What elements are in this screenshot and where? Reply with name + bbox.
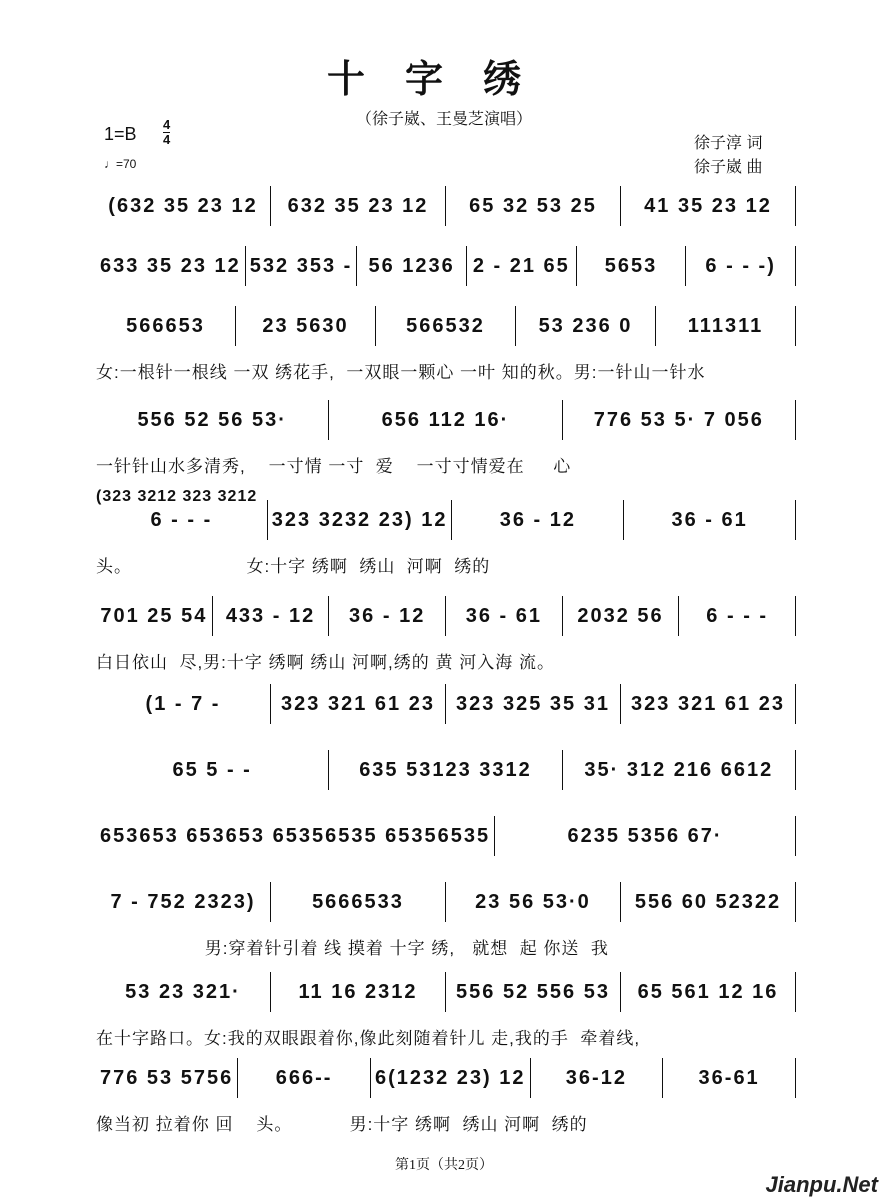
measure: 65 561 12 16: [621, 972, 796, 1012]
lyric-line: 像当初 拉着你 回 头。 男:十字 绣啊 绣山 河啊 绣的: [96, 1115, 588, 1134]
measure: 56 1236: [357, 246, 467, 286]
measure: 556 52 556 53: [446, 972, 621, 1012]
lyric-line: 一针针山水多清秀, 一寸情 一寸 爱 一寸寸情爱在 心: [96, 457, 572, 476]
lyric-line: 女:一根针一根线 一双 绣花手, 一双眼一颗心 一叶 知的秋。男:一针山一针水: [96, 363, 706, 382]
song-title: 十字绣: [326, 59, 561, 101]
measure: 5653: [577, 246, 687, 286]
measure: (1 - 7 -: [96, 684, 271, 724]
measure: 323 325 35 31: [446, 684, 621, 724]
notation-line: [96, 256, 796, 286]
measure: 6 - - -: [96, 500, 268, 540]
measure: 6235 5356 67·: [495, 816, 796, 856]
notation-line: [96, 982, 796, 1012]
notation-line: [96, 1068, 796, 1098]
measure: 633 35 23 12: [96, 246, 246, 286]
measure: 36 - 61: [624, 500, 796, 540]
measure: 6 - - -: [679, 596, 796, 636]
notation-line: [96, 606, 796, 636]
meter-top: 4: [163, 117, 171, 132]
lyric-line: 白日依山 尽,男:十字 绣啊 绣山 河啊,绣的 黄 河入海 流。: [96, 653, 555, 672]
notation-line: [96, 694, 796, 724]
measure: 653653 653653 65356535 65356535: [96, 816, 495, 856]
notation-line: [96, 196, 796, 226]
measure: 433 - 12: [213, 596, 330, 636]
measure: 323 321 61 23: [271, 684, 446, 724]
lyric-line: 在十字路口。女:我的双眼跟着你,像此刻随着针儿 走,我的手 牵着线,: [96, 1029, 641, 1048]
measure: 65 32 53 25: [446, 186, 621, 226]
measure: 556 60 52322: [621, 882, 796, 922]
measure: 701 25 54: [96, 596, 213, 636]
measure: 36 - 12: [329, 596, 446, 636]
measure: 776 53 5756: [96, 1058, 238, 1098]
measure: 7 - 752 2323): [96, 882, 271, 922]
measure: 111311: [656, 306, 796, 346]
time-signature: [163, 118, 170, 147]
measure: 656 112 16·: [329, 400, 562, 440]
measure: 36 - 61: [446, 596, 563, 636]
measure: 776 53 5· 7 056: [563, 400, 796, 440]
page-number: 第1页（共2页）: [395, 1158, 493, 1173]
lyric-line: 男:穿着针引着 线 摸着 十字 绣, 就想 起 你送 我: [96, 939, 609, 958]
key-signature: 1=B: [104, 124, 137, 144]
measure: 53 236 0: [516, 306, 656, 346]
notation-line: [96, 410, 796, 440]
measure: 6(1232 23) 12: [371, 1058, 531, 1098]
measure: 635 53123 3312: [329, 750, 562, 790]
notation-line: [96, 316, 796, 346]
measure: 6 - - -): [686, 246, 796, 286]
upper-voice: (323 3212 323 3212: [96, 488, 258, 505]
performers: （徐子崴、王曼芝演唱）: [355, 111, 532, 128]
notation-line: [96, 510, 796, 540]
measure: 532 353 -: [246, 246, 358, 286]
lyricist: 徐子淳 词: [694, 135, 763, 152]
measure: 41 35 23 12: [621, 186, 796, 226]
notation-line: [96, 760, 796, 790]
measure: 36-61: [663, 1058, 796, 1098]
tempo-mark: ♩=70: [104, 157, 137, 171]
notation-line: [96, 826, 796, 856]
measure: 23 5630: [236, 306, 376, 346]
lyric-line: 头。 女:十字 绣啊 绣山 河啊 绣的: [96, 557, 491, 576]
measure: 35· 312 216 6612: [563, 750, 796, 790]
measure: 36 - 12: [452, 500, 624, 540]
measure: 566532: [376, 306, 516, 346]
measure: (632 35 23 12: [96, 186, 271, 226]
measure: 2 - 21 65: [467, 246, 577, 286]
measure: 323 321 61 23: [621, 684, 796, 724]
meter-bottom: 4: [163, 132, 171, 147]
measure: 666--: [238, 1058, 371, 1098]
composer: 徐子崴 曲: [694, 159, 763, 176]
measure: 53 23 321·: [96, 972, 271, 1012]
watermark: Jianpu.Net: [765, 1172, 878, 1197]
measure: 566653: [96, 306, 236, 346]
notation-line: [96, 892, 796, 922]
measure: 23 56 53·0: [446, 882, 621, 922]
measure: 36-12: [531, 1058, 664, 1098]
measure: 65 5 - -: [96, 750, 329, 790]
measure: 632 35 23 12: [271, 186, 446, 226]
measure: 556 52 56 53·: [96, 400, 329, 440]
measure: 11 16 2312: [271, 972, 446, 1012]
measure: 5666533: [271, 882, 446, 922]
measure: 2032 56: [563, 596, 680, 636]
measure: 323 3232 23) 12: [268, 500, 453, 540]
